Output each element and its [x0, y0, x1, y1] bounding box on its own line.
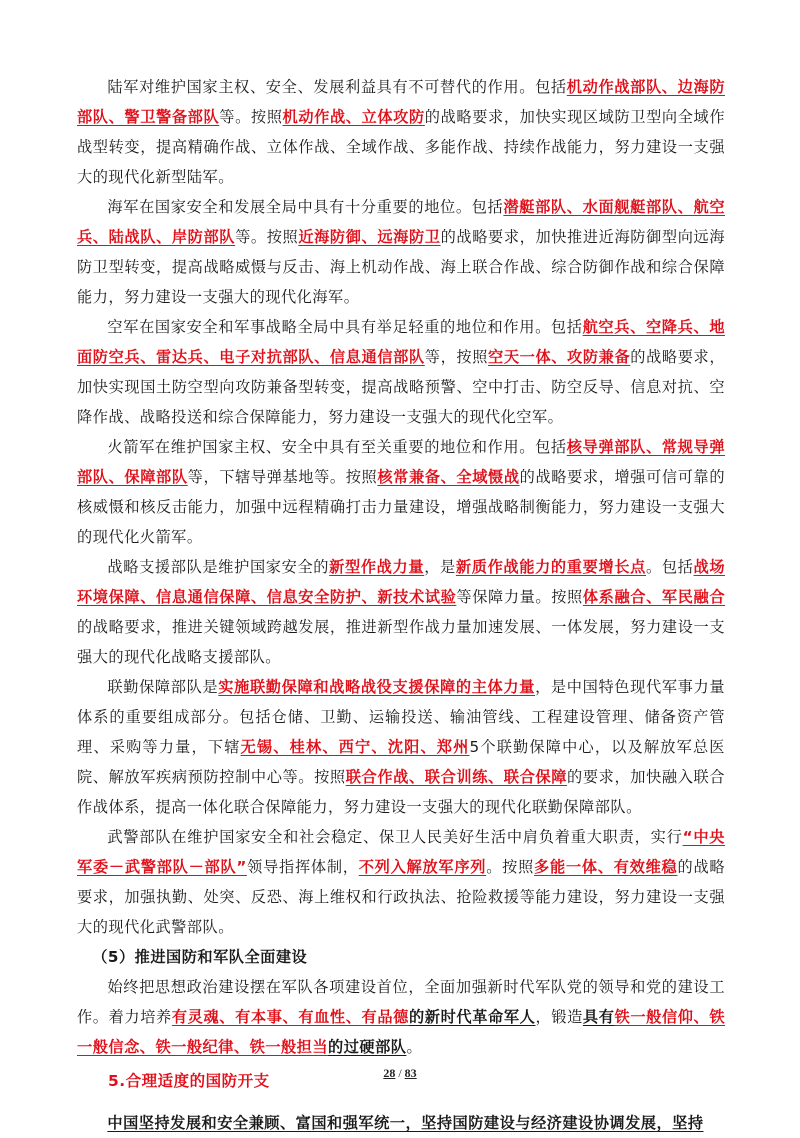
paragraph-rocket	[77, 432, 725, 552]
body-text: 武警部队在维护国家安全和社会稳定、保卫人民美好生活中肩负着重大职责，实行	[107, 828, 683, 846]
body-text: ，锻造	[535, 1008, 583, 1026]
paragraph-navy	[77, 192, 725, 312]
body-text: 的战略要求，推进关键领域跨越发展，推进新型作战力量加速发展、一体发展，努力建设一支强大的现代化战略支援部队。	[77, 618, 725, 666]
highlight-text: 有灵魂、有本事、有血性、有品德	[171, 1008, 409, 1026]
body-text: 领导指挥体制，	[246, 858, 359, 876]
body-text: 等。按照	[235, 228, 299, 246]
emphasis-text: 具有	[582, 1008, 615, 1026]
highlight-text: 核常兼备、全域慑战	[377, 468, 520, 486]
paragraph-group	[77, 72, 725, 942]
emphasis-text: 的新时代革命军人	[408, 1008, 536, 1026]
page-footer	[0, 1066, 800, 1081]
highlight-text: 无锡、桂林、西宁、沈阳、郑州	[240, 738, 470, 756]
body-text: 空军在国家安全和军事战略全局中具有举足轻重的地位和作用。包括	[107, 318, 583, 336]
highlight-text: 联合作战、联合训练、联合保障	[345, 768, 568, 786]
paragraph-logistics	[77, 672, 725, 822]
highlight-text: 战场环境保障、信息通信保障、信息安全防护、新技术试验	[77, 558, 726, 606]
highlight-text: “中央军委－武警部队－部队”	[77, 828, 725, 876]
section-title: 5.合理适度的国防开支	[108, 1072, 270, 1090]
highlight-text: 机动作战部队、边海防部队、警卫警备部队	[77, 78, 726, 126]
body-text: 的战略要求，加快实现国土防空型向攻防兼备型转变，提高战略预警、空中打击、防空反导、信息对抗、空降作战、战略投送和综合保障能力，努力建设一支强大的现代化空军。	[77, 348, 726, 426]
highlight-text: 核导弹部队、常规导弹部队、保障部队	[77, 438, 726, 486]
highlight-text: 潜艇部队、水面舰艇部队、航空兵、陆战队、岸防部队	[77, 198, 726, 246]
body-text: 的战略要求，增强可信可靠的核威慑和核反击能力，加强中远程精确打击力量建设，增强战略制衡能力，努力建设一支强大的现代化火箭军。	[77, 468, 726, 546]
paragraph-building	[77, 972, 725, 1062]
paragraph-airforce	[77, 312, 725, 432]
highlight-text: 新型作战力量	[329, 558, 425, 576]
body-text: 的战略要求，加强执勤、处突、反恐、海上维权和行政执法、抢险救援等能力建设，努力建设一支强大的现代化武警部队。	[77, 858, 726, 936]
highlight-text: 体系融合、军民融合	[582, 588, 726, 606]
highlight-text: 新质作战能力的重要增长点	[455, 558, 646, 576]
body-text: 的要求，加快融入联合作战体系，提高一体化联合保障能力，努力建设一支强大的现代化联勤保障部队。	[77, 768, 726, 816]
body-text: ，是中国特色现代军事力量体系的重要组成部分。包括仓储、卫勤、运输投送、输油管线、工程建设管理、储备资产管理、采购等力量，下辖	[77, 678, 726, 756]
highlight-text: 近海防御、远海防卫	[298, 228, 441, 246]
highlight-text: 空天一体、攻防兼备	[488, 348, 631, 366]
body-text: 。包括	[645, 558, 694, 576]
body-text: 联勤保障部队是	[107, 678, 219, 696]
highlight-text: 机动作战、立体攻防	[282, 108, 425, 126]
body-text: 始终把思想政治建设摆在军队各项建设首位，全面加强新时代军队党的领导和党的建设工作。着力培养	[77, 978, 725, 1026]
body-text: 等，按照	[424, 348, 489, 366]
body-text: 5个联勤保障中心，以及解放军总医院、解放军疾病预防控制中心等。按照	[77, 738, 725, 786]
paragraph-last-line: 中国坚持发展和安全兼顾、富国和强军统一，坚持国防建设与经济建设协调发展，坚持	[107, 1114, 704, 1132]
paragraph-army	[77, 72, 725, 192]
emphasis-text: 的过硬部队	[328, 1038, 407, 1056]
highlight-text: 铁一般信仰、铁一般信念、铁一般纪律、铁一般担当	[77, 1008, 726, 1056]
paragraph-armedpolice	[77, 822, 725, 942]
body-text: 等，下辖导弹基地等。按照	[187, 468, 378, 486]
highlight-text: 不列入解放军序列	[358, 858, 487, 876]
page-separator: /	[395, 1066, 405, 1080]
body-text: 陆军对维护国家主权、安全、发展利益具有不可替代的作用。包括	[107, 78, 567, 96]
page-current: 28	[383, 1066, 396, 1080]
highlight-text: 实施联勤保障和战略战役支援保障的主体力量	[218, 678, 536, 696]
body-text: 。	[406, 1038, 423, 1056]
paragraph-support	[77, 552, 725, 672]
body-text: 。按照	[486, 858, 535, 876]
body-text: 战略支援部队是维护国家安全的	[107, 558, 330, 576]
highlight-text: 航空兵、空降兵、地面防空兵、雷达兵、电子对抗部队、信息通信部队	[77, 318, 726, 366]
body-text: 的战略要求，加快推进近海防御型向远海防卫型转变，提高战略威慑与反击、海上机动作战、海上联合作战、综合防御作战和综合保障能力，努力建设一支强大的现代化海军。	[77, 228, 726, 306]
document-body	[77, 72, 725, 1138]
highlight-text: 多能一体、有效维稳	[534, 858, 678, 876]
body-text: 的战略要求，加快实现区域防卫型向全域作战型转变，提高精确作战、立体作战、全域作战、多能作战、持续作战能力，努力建设一支强大的现代化新型陆军。	[77, 108, 726, 186]
page-total: 83	[404, 1066, 417, 1080]
body-text: 火箭军在维护国家主权、安全中具有至关重要的地位和作用。包括	[107, 438, 567, 456]
body-text: ，是	[424, 558, 456, 576]
body-text: 海军在国家安全和发展全局中具有十分重要的地位。包括	[107, 198, 504, 216]
subheading: （5）推进国防和军队全面建设	[92, 948, 308, 966]
body-text: 等。按照	[219, 108, 283, 126]
body-text: 等保障力量。按照	[456, 588, 583, 606]
